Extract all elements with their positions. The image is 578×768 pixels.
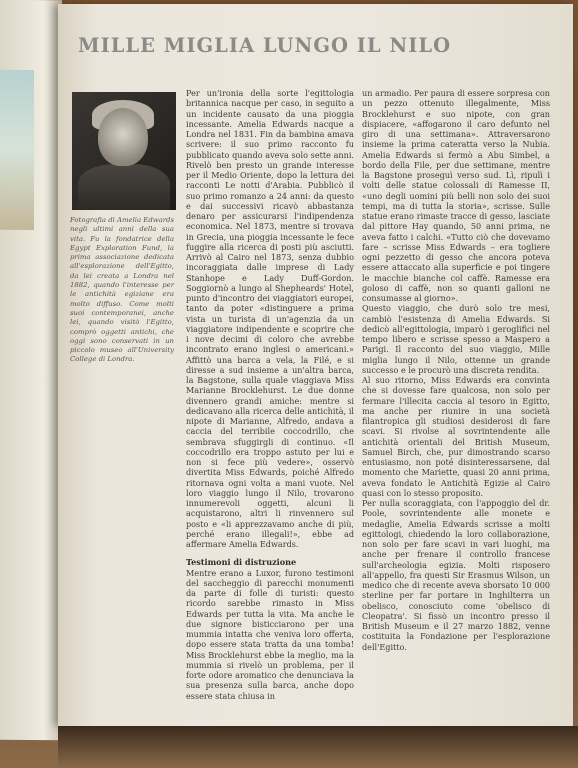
left-page-illustration: [0, 70, 34, 230]
paragraph: Questo viaggio, che durò solo tre mesi, cambiò l'esistenza di Amelia Edwards. Si dedicò all'egittologia, imparò i geroglifici nel tempo libero e scrisse spesso a Maspero a Parigi. Il racconto del suo viaggio, Mille miglia lungo il Nilo, ottenne un grande successo e le procurò una discreta rendita.: [362, 303, 550, 375]
portrait-face: [98, 108, 148, 166]
page-title: MILLE MIGLIA LUNGO IL NILO: [78, 34, 452, 57]
left-page-edge: [0, 0, 62, 740]
text-column-2: [362, 88, 550, 652]
portrait-caption: Fotografia di Amelia Edwards negli ultimi anni della sua vita. Fu la fondatrice della Egypt Exploration Fund, la prima associazione dedicata all'esplorazione dell'Egitto, da lei creata a Londra nel 1882, quando l'interesse per le antichità egiziane era molto diffuso. Come molti suoi contemporanei, anche lei, quando visitò l'Egitto, comprò oggetti antichi, che oggi sono conservati in un piccolo museo all'University College di Londra.: [70, 216, 174, 364]
table-foreground: [58, 726, 578, 768]
paragraph: un armadio. Per paura di essere sorpresa con un pezzo ottenuto illegalmente, Miss Brocklehurst e suo nipote, con gran dispiacere, «affogarono il caro defunto nel giro di una settimana». Attraversarono insieme la prima cateratta verso la Nubia. Amelia Edwards si fermò a Abu Simbel, a bordo della File, per due settimane, mentre la Bagstone proseguì verso sud. Lì, ripulì i volti delle statue colossali di Ramesse II, «uno degli uomini più belli non solo dei suoi tempi, ma di tutta la storia», scrisse. Sulle statue erano rimaste tracce di gesso, lasciate dal pittore Hay quando, 50 anni prima, ne aveva fatto i calchi. «Tutto ciò che dovevamo fare – scrisse Miss Edwards – era togliere ogni pezzetto di gesso che ancora poteva essere attaccato alla superficie e poi tingere le macchie bianche col caffè. Ramesse era goloso di caffè, non so quanti galloni ne consumasse al giorno».: [362, 88, 550, 303]
paragraph: Al suo ritorno, Miss Edwards era convinta che si dovesse fare qualcosa, non solo per fermare l'illecita caccia al tesoro in Egitto, ma anche per riunire in una società filantropica gli studiosi desiderosi di fare scavi. Si rivolse al sovrintendente alle antichità orientali del British Museum, Samuel Birch, che, pur dimostrando scarso entusiasmo, non poté disinteressarsene, dal momento che Mariette, quasi 20 anni prima, aveva fondato le Antichità Egizie al Cairo quasi con lo stesso proposito.: [362, 375, 550, 498]
paragraph: Per nulla scoraggiata, con l'appoggio del dr. Poole, sovrintendente alle monete e medaglie, Amelia Edwards scrisse a molti egittologi, chiedendo la loro collaborazione, non solo per fare scavi in vari luoghi, ma anche per frenare il controllo francese sull'archeologia egizia. Molti risposero all'appello, fra questi Sir Erasmus Wilson, un medico che di recente aveva sborsato 10 000 sterline per far portare in Inghilterra un obelisco, conosciuto come 'obelisco di Cleopatra'. Si fissò un incontro presso il British Museum e il 27 marzo 1882, venne costituita la Fondazione per l'esplorazione dell'Egitto.: [362, 498, 550, 652]
amelia-edwards-portrait: [72, 92, 176, 210]
text-column-1: [186, 88, 354, 701]
section-heading: Testimoni di distruzione: [186, 557, 297, 568]
paragraph: Mentre erano a Luxor, furono testimoni del saccheggio di parecchi monumenti da parte di folle di turisti: questo ricordo sarebbe rimasto in Miss Edwards per tutta la vita. Ma anche le due signore bisticciarono per una mummia intatta che veniva loro offerta, dopo essere stata tratta da una tomba! Miss Brocklehurst ebbe la meglio, ma la mummia si rivelò un problema, per il forte odore aromatico che denunciava la sua presenza sulla barca, anche dopo essere stata chiusa in: [186, 567, 354, 701]
book-page: [58, 4, 573, 726]
paragraph: Per un'ironia della sorte l'egittologia britannica nacque per caso, in seguito a un incidente causato da una pioggia incessante. Amelia Edwards nacque a Londra nel 1831. Fin da bambina amava scrivere: il suo primo racconto fu pubblicato quando aveva solo sette anni. Rivelò ben presto un grande interesse per il Medio Oriente, dopo la lettura dei racconti Le notti d'Arabia. Pubblicò il suo primo romanzo a 24 anni: da questo e dai successivi ricavò abbastanza denaro per assicurarsi l'indipendenza economica. Nel 1873, mentre si trovava in Grecia, una pioggia incessante le fece fuggire alla ricerca di posti più asciutti. Arrivò al Cairo nel 1873, senza dubbio incoraggiata dalle imprese di Lady Stanhope e Lady Duff-Gordon. Soggiornò a lungo al Shepheards' Hotel, punto d'incontro dei viaggiatori europei, tanto da poter «distinguere a prima vista un turista di un'agenzia da un viaggiatore indipendente e scoprire che i nove decimi di coloro che avrebbe incontrato erano inglesi o americani.» Affittò una barca a vela, la Filé, e si diresse a sud insieme a un'altra barca, la Bagstone, sulla quale viaggiava Miss Marianne Brocklehurst. Le due donne divennero grandi amiche: mentre si dedicavano alla ricerca delle antichità, il nipote di Marianne, Alfredo, andava a caccia del terribile coccodrillo, che sembrava sfuggirgli di continuo. «Il coccodrillo era troppo astuto per lui e non si fece più vedere», osservò divertita Miss Edwards, poiché Alfredo ritornava ogni volta a mani vuote. Nel loro viaggio lungo il Nilo, trovarono innumerevoli oggetti, alcuni li acquistarono, altri li rinvennero sul posto e «li apprezzavamo anche di più, perché erano illegali!», ebbe ad affermare Amelia Edwards.: [186, 88, 354, 549]
portrait-body: [78, 164, 170, 210]
